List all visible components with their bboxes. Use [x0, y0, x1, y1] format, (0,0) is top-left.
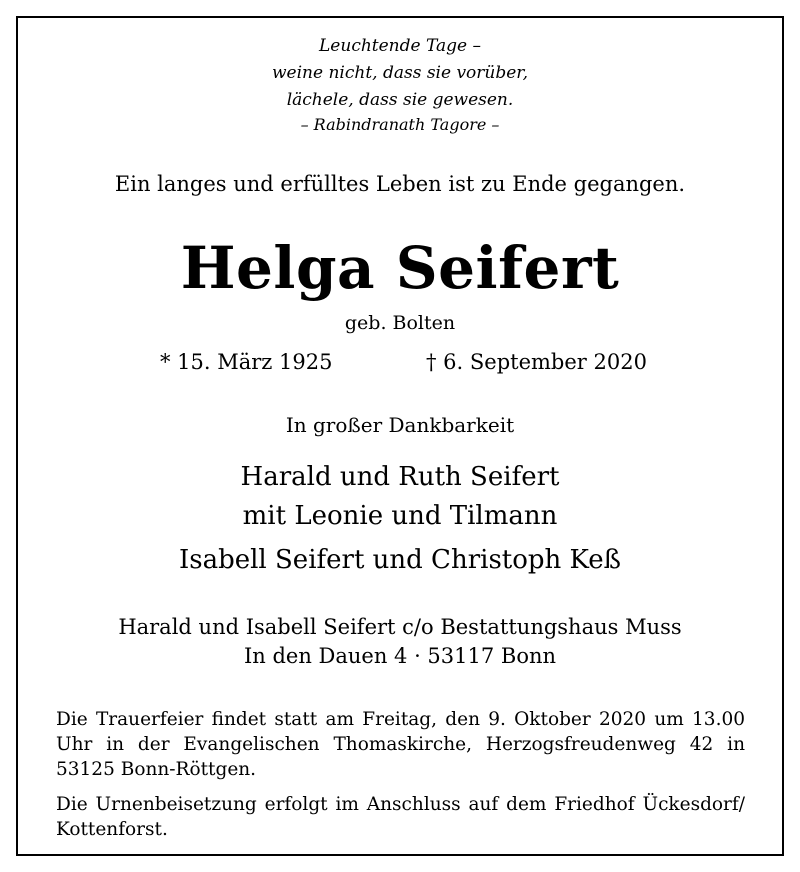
poem-line-1: Leuchtende Tage –: [319, 36, 481, 56]
funeral-notice: Die Trauerfeier findet statt am Freitag, den 9. Oktober 2020 um 13.00 Uhr in der Evangelischen Thomaskirche, Herzogsfreudenweg 42 in 53125 Bonn-Röttgen.: [56, 709, 745, 780]
deceased-name: Helga Seifert: [180, 234, 620, 302]
maiden-name: geb. Bolten: [344, 312, 456, 334]
family-line-3: Isabell Seifert und Christoph Keß: [178, 545, 622, 575]
poem-line-2: weine nicht, dass sie vorüber,: [272, 63, 528, 83]
poem-line-3: lächele, dass sie gewesen.: [286, 90, 514, 110]
life-dates: [18, 348, 782, 378]
birth-date: * 15. März 1925: [160, 350, 333, 374]
death-date: † 6. September 2020: [426, 350, 647, 374]
obituary-frame: [16, 16, 784, 856]
family-line-2: mit Leonie und Tilmann: [242, 501, 558, 531]
poem-attribution: – Rabindranath Tagore –: [300, 115, 500, 134]
burial-notice: Die Urnenbeisetzung erfolgt im Anschluss auf dem Friedhof Ückesdorf/ Kottenforst.: [56, 794, 745, 840]
address-line-1: Harald und Isabell Seifert c/o Bestattungshaus Muss: [118, 615, 682, 639]
address-line-2: In den Dauen 4 · 53117 Bonn: [243, 644, 557, 668]
intro-text: Ein langes und erfülltes Leben ist zu Ende gegangen.: [114, 172, 686, 196]
thanks-line: In großer Dankbarkeit: [285, 413, 515, 437]
family-line-1: Harald und Ruth Seifert: [240, 462, 560, 492]
